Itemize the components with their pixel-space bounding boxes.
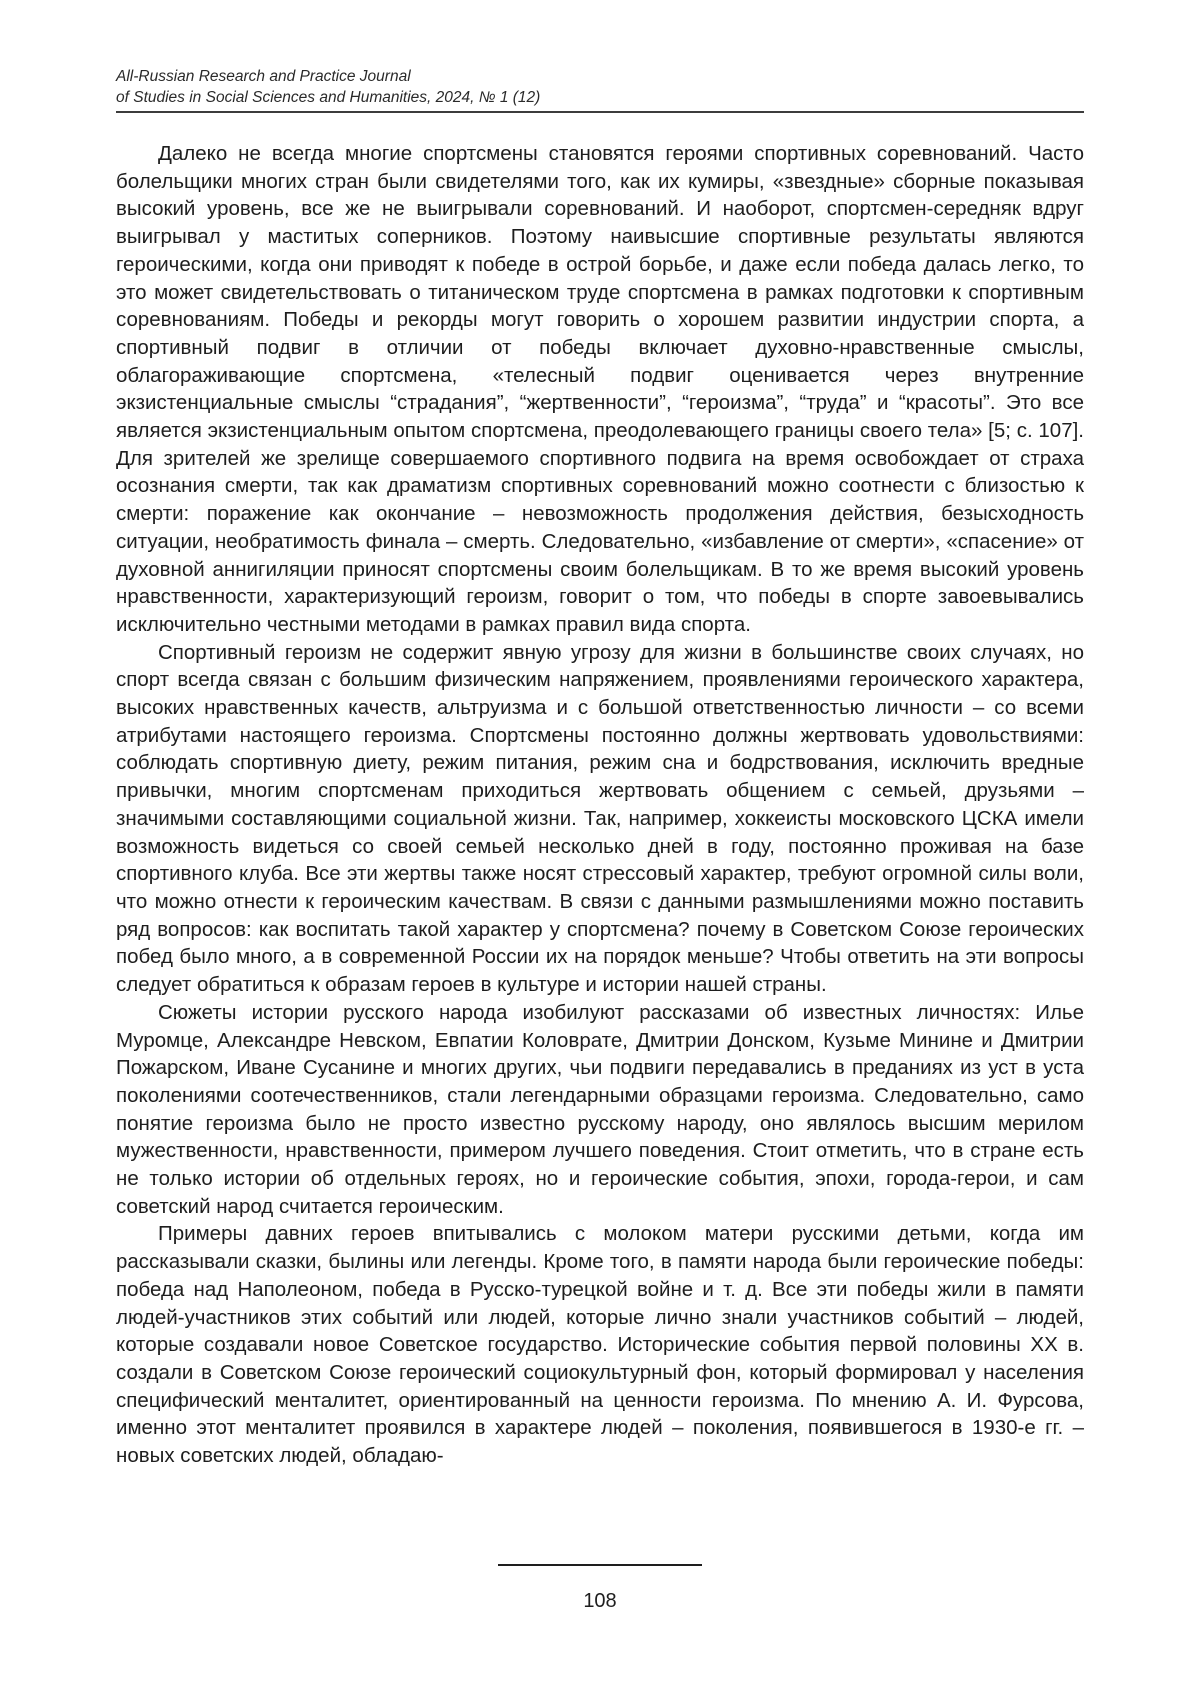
page-number: 108 xyxy=(583,1590,617,1612)
running-header xyxy=(116,66,1084,108)
header-divider xyxy=(116,111,1084,113)
article-body xyxy=(116,140,1084,1470)
body-paragraph: Далеко не всегда многие спортсмены становятся героями спортивных соревнований. Часто болельщики многих стран были свидетелями того, как их кумиры, «звездные» сборные показывая высокий уровень, все же не выигрывали соревнований. И наоборот, спортсмен-середняк вдруг выигрывал у маститых соперников. Поэтому наивысшие спортивные результаты являются героическими, когда они приводят к победе в острой борьбе, и даже если победа далась легко, то это может свидетельствовать о титаническом труде спортсмена в рамках подготовки к спортивным соревнованиям. Победы и рекорды могут говорить о хорошем развитии индустрии спорта, а спортивный подвиг в отличии от победы включает духовно-нравственные смыслы, облагораживающие спортсмена, «телесный подвиг оценивается через внутренние экзистенциальные смыслы “страдания”, “жертвенности”, “героизма”, “труда” и “красоты”. Это все является экзистенциальным опытом спортсмена, преодолевающего границы своего тела» [5; с. 107]. Для зрителей же зрелище совершаемого спортивного подвига на время освобождает от страха осознания смерти, так как драматизм спортивных соревнований можно соотнести с близостью к смерти: поражение как окончание – невозможность продолжения действия, безысходность ситуации, необратимость финала – смерть. Следовательно, «избавление от смерти», «спасение» от духовной аннигиляции приносят спортсмены своим болельщикам. В то же время высокий уровень нравственности, характеризующий героизм, говорит о том, что победы в спорте завоевывались исключительно честными методами в рамках правил вида спорта. xyxy=(116,142,1084,636)
journal-issue-line: of Studies in Social Sciences and Humanities, 2024, № 1 (12) xyxy=(116,89,541,106)
body-paragraph: Спортивный героизм не содержит явную угрозу для жизни в большинстве своих случаях, но спорт всегда связан с большим физическим напряжением, проявлениями героического характера, высоких нравственных качеств, альтруизма и с большой ответственностью личности – со всеми атрибутами настоящего героизма. Спортсмены постоянно должны жертвовать удовольствиями: соблюдать спортивную диету, режим питания, режим сна и бодрствования, исключить вредные привычки, многим спортсменам приходиться жертвовать общением с семьей, друзьями – значимыми составляющими социальной жизни. Так, например, хоккеисты московского ЦСКА имели возможность видеться со своей семьей несколько дней в году, постоянно проживая на базе спортивного клуба. Все эти жертвы также носят стрессовый характер, требуют огромной силы воли, что можно отнести к героическим качествам. В связи с данными размышлениями можно поставить ряд вопросов: как воспитать такой характер у спортсмена? почему в Советском Союзе героических побед было много, а в современной России их на порядок меньше? Чтобы ответить на эти вопросы следует обратиться к образам героев в культуре и истории нашей страны. xyxy=(116,640,1084,997)
body-paragraph: Примеры давних героев впитывались с молоком матери русскими детьми, когда им рассказывали сказки, былины или легенды. Кроме того, в памяти народа были героические победы: победа над Наполеоном, победа в Русско-турецкой войне и т. д. Все эти победы жили в памяти людей-участников этих событий или людей, которые лично знали участников событий – людей, которые создавали новое Советское государство. Исторические события первой половины ХХ в. создали в Советском Союзе героический социокультурный фон, который формировал у населения специфический менталитет, ориентированный на ценности героизма. По мнению А. И. Фурсова, именно этот менталитет проявился в характере людей – поколения, появившегося в 1930-е гг. – новых советских людей, обладаю- xyxy=(116,1222,1084,1468)
footer-divider xyxy=(498,1564,702,1566)
journal-title-line: All-Russian Research and Practice Journal xyxy=(116,68,411,85)
body-paragraph: Сюжеты истории русского народа изобилуют рассказами об известных личностях: Илье Муромце, Александре Невском, Евпатии Коловрате, Дмитрии Донском, Кузьме Минине и Дмитрии Пожарском, Иване Сусанине и многих других, чьи подвиги передавались в преданиях из уст в уста поколениями соотечественников, стали легендарными образцами героизма. Следовательно, само понятие героизма было не просто известно русскому народу, оно являлось высшим мерилом мужественности, нравственности, примером лучшего поведения. Стоит отметить, что в стране есть не только истории об отдельных героях, но и героические события, эпохи, города-герои, и сам советский народ считается героическим. xyxy=(116,1000,1084,1218)
